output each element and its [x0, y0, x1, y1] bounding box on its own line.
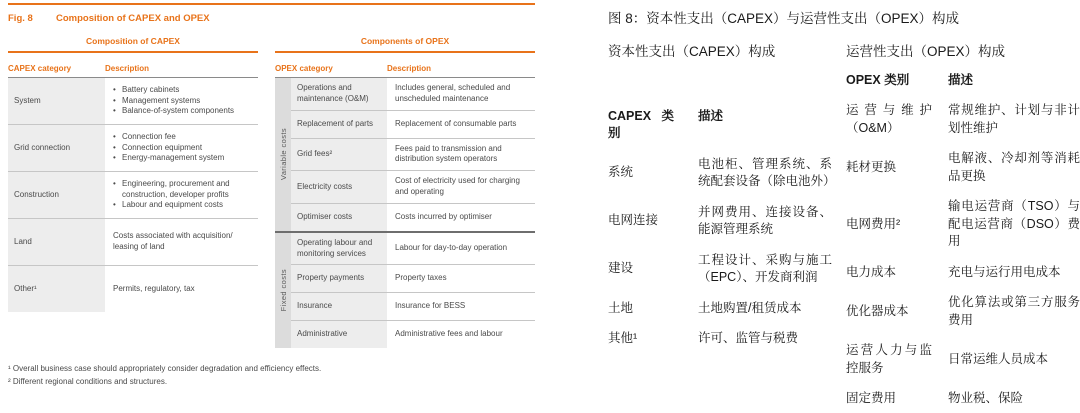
capex-description-cell — [105, 172, 258, 218]
opex-cn-category-cell: 耗材更换 — [846, 159, 897, 174]
fixed-costs-label: Fixed costs — [278, 269, 288, 312]
opex-category-cell: Administrative — [291, 321, 387, 348]
opex-description-cell: Administrative fees and labour — [395, 329, 503, 339]
opex-category-cell: Operations and maintenance (O&M) — [291, 78, 387, 110]
opex-description-cell: Replacement of consumable parts — [395, 118, 517, 128]
variable-costs-label: Variable costs — [278, 128, 288, 181]
bullet-icon: • — [113, 106, 116, 116]
translation-subtitles — [608, 40, 1080, 60]
bullet-text: Balance-of-system components — [122, 106, 235, 116]
variable-costs-strip — [275, 78, 291, 231]
table-row — [608, 156, 836, 191]
footnote-1: ¹ Overall business case should appropriately consider degradation and efficiency effects. — [8, 364, 322, 374]
opex-table — [275, 36, 535, 348]
capex-cn-description-cell: 许可、监管与税费 — [698, 331, 799, 346]
opex-cn-header-row — [846, 72, 1080, 90]
fixed-costs-strip — [275, 233, 291, 349]
table-row — [291, 292, 535, 320]
translation-tables — [608, 72, 1080, 408]
table-row — [608, 252, 832, 287]
opex-description-header: Description — [387, 64, 432, 73]
table-row — [8, 218, 258, 265]
opex-description-cell: Costs incurred by optimiser — [395, 211, 492, 221]
table-row — [846, 264, 1080, 282]
opex-category-cell: Property payments — [291, 265, 387, 292]
capex-cn-subtitle: 资本性支出（CAPEX）构成 — [608, 43, 776, 59]
capex-description-cell — [105, 78, 258, 124]
footnotes — [8, 363, 535, 389]
capex-cn-header-row — [608, 108, 832, 143]
opex-cn-description-cell: 常规维护、计划与非计划性维护 — [948, 103, 1080, 135]
bullet-icon: • — [113, 84, 116, 94]
bullet-text: Management systems — [122, 95, 201, 105]
opex-description-cell: Labour for day-to-day operation — [395, 243, 508, 253]
opex-header-row — [275, 64, 535, 78]
opex-category-cell: Replacement of parts — [291, 111, 387, 138]
translation-panel — [608, 10, 1080, 408]
variable-costs-group — [275, 78, 535, 231]
capex-description-text: Costs associated with acquisition/ leasing of land — [113, 231, 233, 251]
bullet-icon: • — [113, 142, 116, 152]
opex-cn-category-cell: 电力成本 — [846, 264, 897, 279]
table-row — [8, 171, 258, 218]
bullet-icon: • — [113, 153, 116, 163]
capex-description-text: Permits, regulatory, tax — [113, 283, 195, 293]
opex-cn-description-header: 描述 — [948, 72, 974, 87]
capex-cn-description-header: 描述 — [698, 108, 724, 123]
capex-category-cell: System — [8, 78, 105, 124]
table-row — [291, 78, 535, 110]
capex-cn-category-cell: 其他¹ — [608, 331, 638, 346]
opex-cn-table — [846, 72, 1080, 408]
capex-cn-table — [608, 72, 846, 348]
bullet-icon: • — [113, 178, 116, 188]
table-row — [846, 294, 1080, 329]
opex-cn-description-cell: 电解液、冷却剂等消耗品更换 — [948, 151, 1080, 183]
opex-category-cell: Electricity costs — [291, 171, 387, 203]
bullet-text: Labour and equipment costs — [122, 200, 223, 210]
table-row — [8, 78, 258, 124]
opex-description-cell: Includes general, scheduled and unscheduled maintenance — [395, 83, 511, 103]
capex-category-cell: Construction — [8, 172, 105, 218]
figure-number: Fig. 8 — [8, 13, 33, 24]
capex-header-row — [8, 64, 258, 78]
figure-panel — [8, 3, 535, 389]
opex-cn-description-cell: 日常运维人员成本 — [948, 351, 1049, 366]
table-row — [8, 265, 258, 312]
bullet-text: Connection equipment — [122, 142, 203, 152]
table-row — [608, 330, 832, 348]
capex-cn-category-cell: 电网连接 — [608, 213, 659, 228]
opex-description-cell: Property taxes — [395, 273, 447, 283]
opex-cn-description-cell: 充电与运行用电成本 — [948, 264, 1061, 279]
opex-category-cell: Operating labour and monitoring services — [291, 233, 387, 265]
opex-category-cell: Grid fees² — [291, 139, 387, 171]
opex-description-cell: Insurance for BESS — [395, 301, 466, 311]
capex-description-header: Description — [105, 64, 150, 73]
bullet-icon: • — [113, 200, 116, 210]
opex-cn-description-cell: 物业税、保险 — [948, 391, 1024, 406]
bullet-text: Energy-management system — [122, 153, 225, 163]
fixed-costs-group — [275, 231, 535, 349]
opex-category-cell: Insurance — [291, 293, 387, 320]
opex-cn-description-cell: 输电运营商（TSO）与配电运营商（DSO）费用 — [948, 199, 1080, 249]
opex-cn-category-cell: 优化器成本 — [846, 303, 909, 318]
capex-category-cell: Land — [8, 219, 105, 265]
bullet-text: Connection fee — [122, 131, 176, 141]
opex-cn-category-header: OPEX 类别 — [846, 72, 910, 87]
capex-table — [8, 36, 258, 312]
capex-cn-category-cell: 建设 — [608, 261, 634, 276]
table-row — [846, 198, 1080, 251]
capex-cn-description-cell: 土地购置/租赁成本 — [698, 300, 802, 315]
bullet-text: Battery cabinets — [122, 84, 180, 94]
capex-cn-category-cell: 系统 — [608, 165, 634, 180]
capex-description-cell — [105, 219, 258, 265]
table-row — [291, 203, 535, 231]
opex-cn-subtitle: 运营性支出（OPEX）构成 — [846, 43, 1006, 59]
table-row — [846, 390, 1080, 408]
table-row — [846, 342, 1080, 377]
bullet-icon: • — [113, 131, 116, 141]
capex-category-cell: Other¹ — [8, 266, 105, 312]
opex-cn-category-cell: 电网费用² — [846, 216, 901, 231]
footnote-2: ² Different regional conditions and structures. — [8, 377, 168, 387]
opex-description-cell: Fees paid to transmission and distribution system operators — [395, 143, 502, 164]
table-row — [291, 110, 535, 138]
capex-cn-description-cell: 工程设计、采购与施工（EPC）、开发商利润 — [698, 252, 832, 285]
top-rule — [8, 3, 535, 5]
translation-title: 图 8：资本性支出（CAPEX）与运营性支出（OPEX）构成 — [608, 11, 960, 26]
table-row — [291, 138, 535, 171]
table-row — [846, 150, 1080, 185]
opex-cn-category-cell: 固定费用 — [846, 391, 897, 406]
table-row — [608, 300, 832, 318]
table-row — [291, 264, 535, 292]
capex-cn-description-cell: 电池柜、管理系统、系统配套设备（除电池外） — [698, 156, 836, 189]
capex-category-header: CAPEX category — [8, 64, 72, 73]
english-tables — [8, 36, 535, 348]
table-row — [608, 204, 832, 239]
figure-title-text: Composition of CAPEX and OPEX — [56, 13, 210, 24]
table-row — [291, 170, 535, 203]
opex-category-header: OPEX category — [275, 64, 333, 73]
bullet-icon: • — [113, 95, 116, 105]
bullet-text: Engineering, procurement and construction, developer profits — [122, 178, 230, 199]
table-row — [8, 124, 258, 171]
capex-cn-category-header: CAPEX 类别 — [608, 108, 674, 141]
variable-costs-rows — [291, 78, 535, 231]
opex-description-cell: Cost of electricity used for charging and operating — [395, 176, 520, 196]
opex-cn-category-cell: 运营人力与监控服务 — [846, 343, 932, 375]
opex-cn-category-cell: 运营与维护（O&M） — [846, 103, 932, 135]
opex-cn-description-cell: 优化算法或第三方服务费用 — [948, 295, 1080, 327]
capex-cn-category-cell: 土地 — [608, 300, 634, 315]
capex-cn-description-cell: 并网费用、连接设备、能源管理系统 — [698, 204, 832, 237]
capex-category-cell: Grid connection — [8, 125, 105, 171]
fixed-costs-rows — [291, 233, 535, 349]
table-row — [291, 320, 535, 348]
capex-subtitle: Composition of CAPEX — [8, 36, 258, 53]
capex-description-cell — [105, 125, 258, 171]
opex-subtitle: Components of OPEX — [275, 36, 535, 53]
opex-category-cell: Optimiser costs — [291, 204, 387, 231]
figure-title — [8, 13, 535, 24]
table-row — [291, 233, 535, 265]
capex-description-cell — [105, 266, 258, 312]
table-row — [846, 102, 1080, 137]
